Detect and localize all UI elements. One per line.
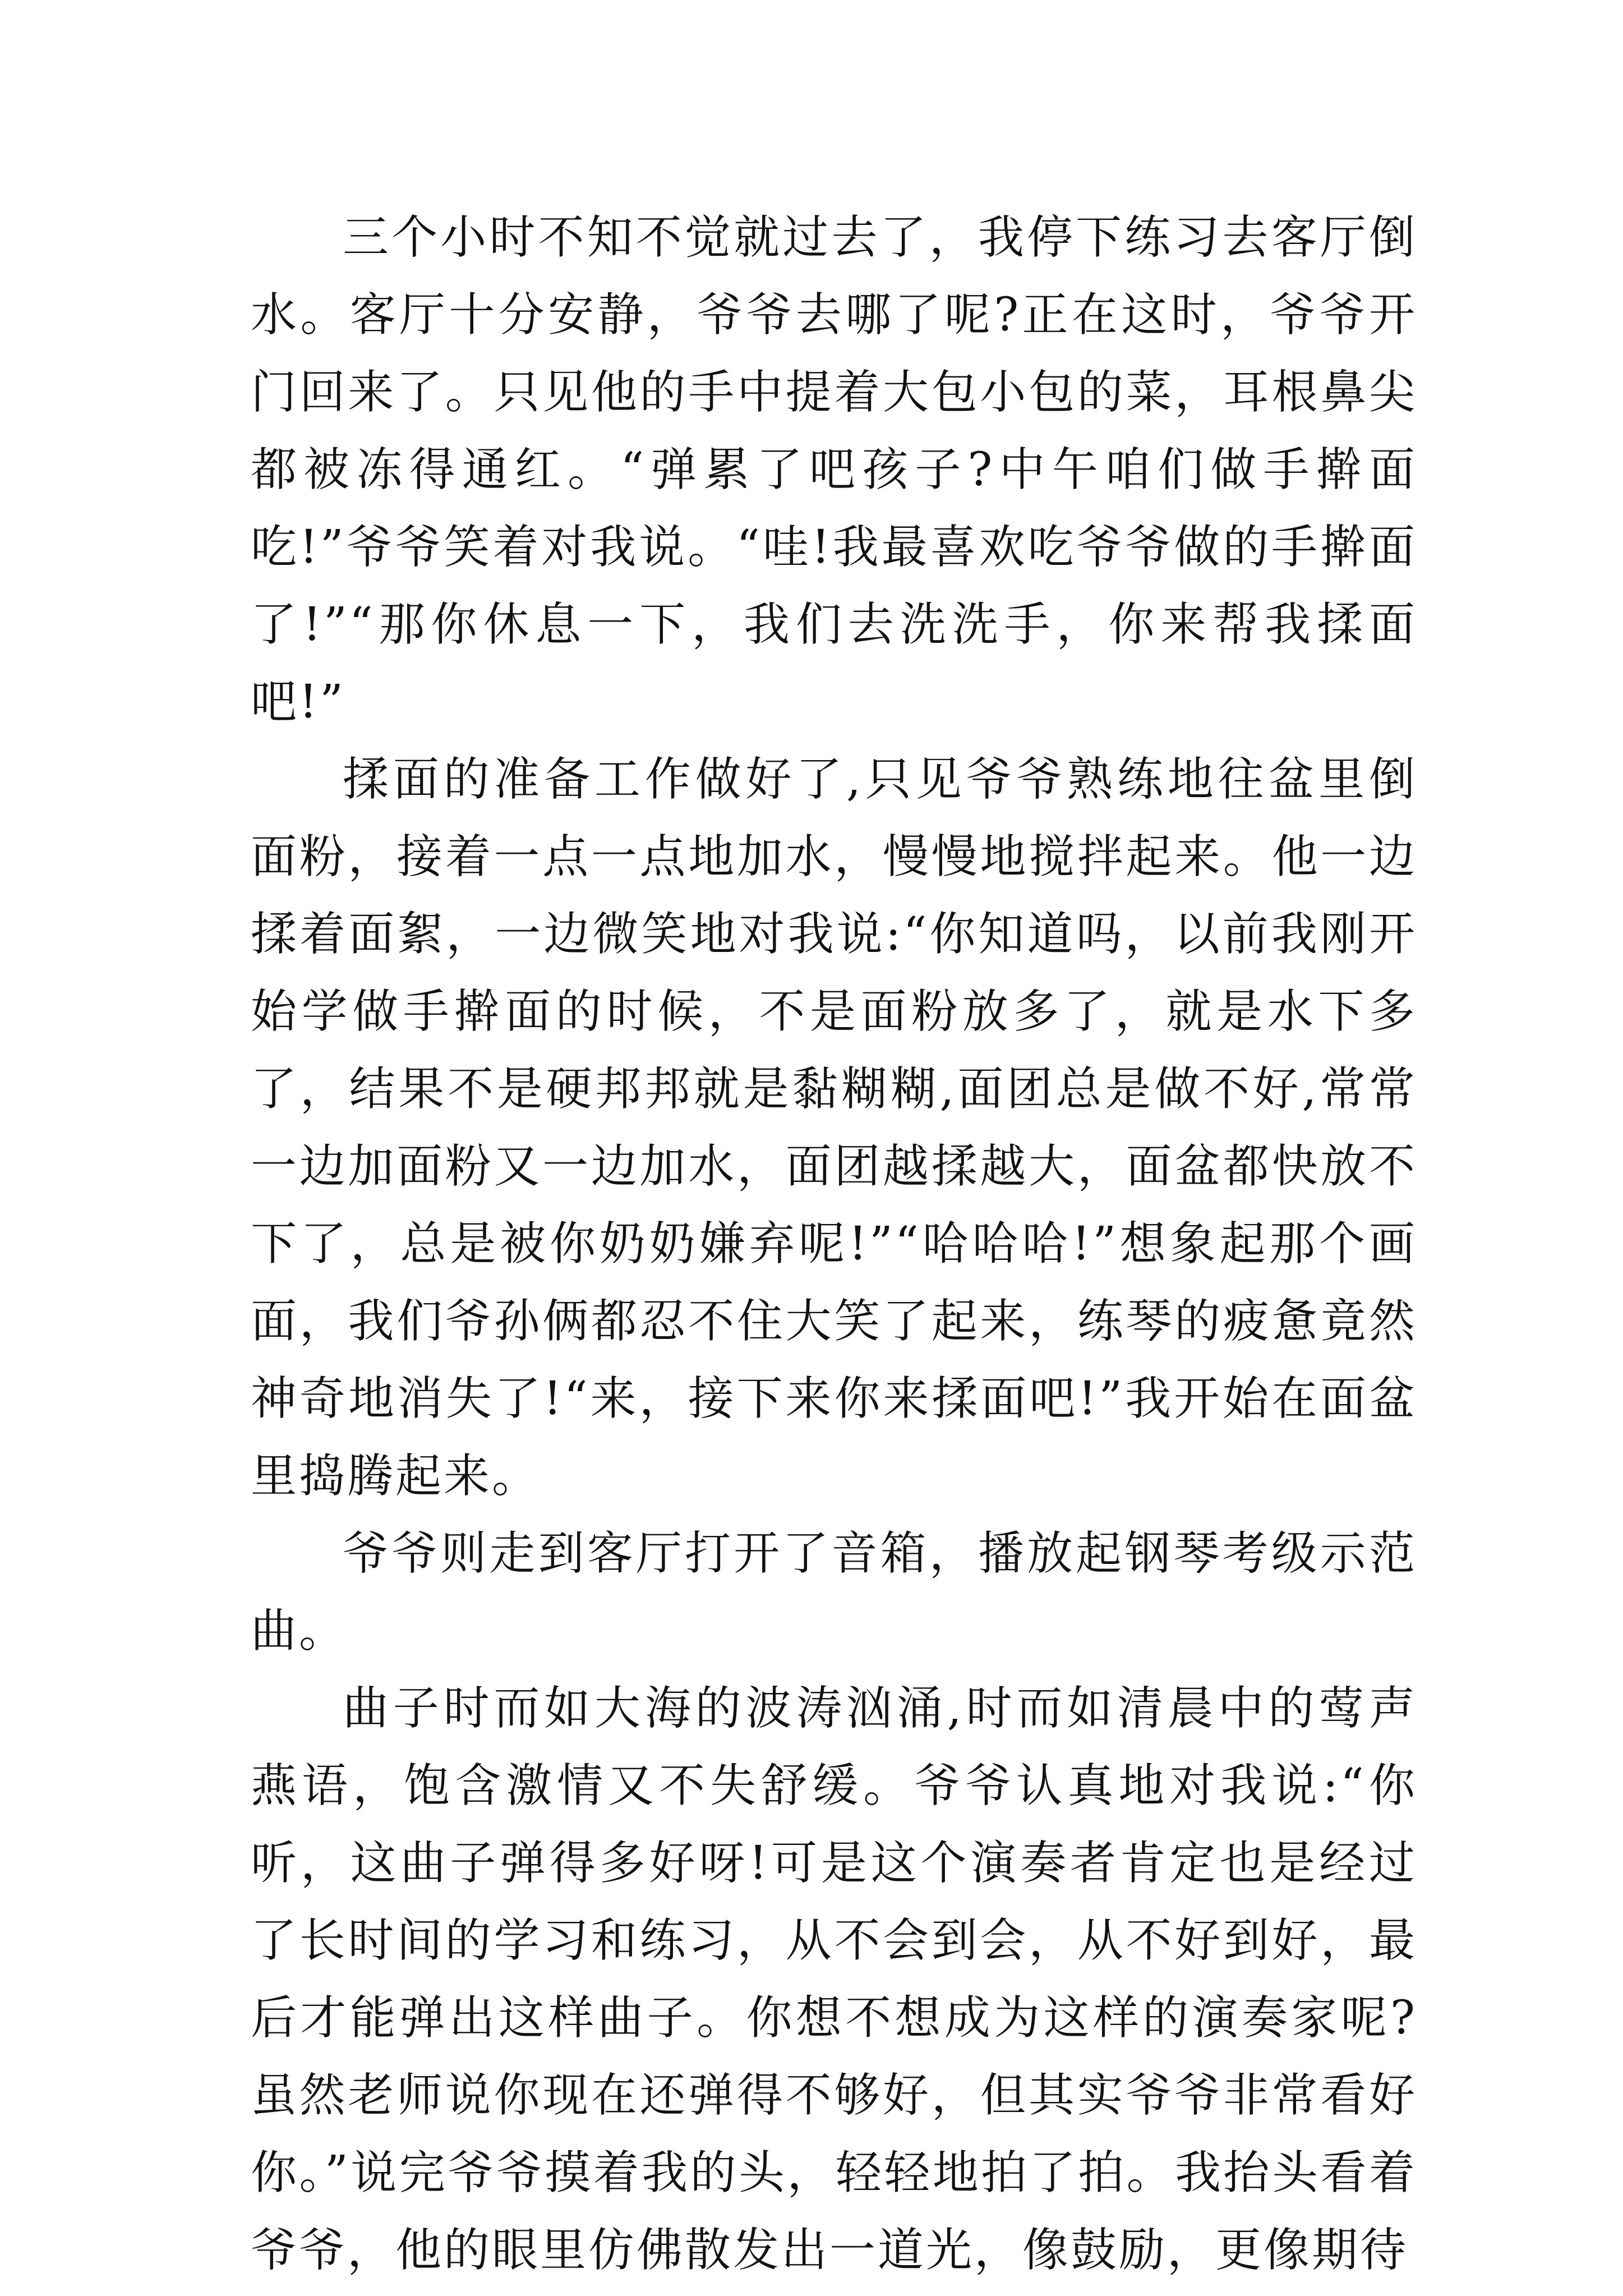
paragraph-3: 爷爷则走到客厅打开了音箱，播放起钢琴考级示范曲。: [251, 1527, 1417, 1658]
paragraph-4: 曲子时而如大海的波涛汹涌,时而如清晨中的莺声燕语，饱含激情又不失舒缓。爷爷认真地对我说:“你听，这曲子弹得多好呀!可是这个演奏者肯定也是经过了长时间的学习和练习，从不会到会，从不好到好，最后才能弹出这样曲子。你想不想成为这样的演奏家呢?虽然老师说你现在还弹得不够好，但其实爷爷非常看好你。”说完爷爷摸着我的头，轻轻地拍了拍。我抬头看着爷爷，他的眼里仿佛散发出一道光，像鼓励，更像期待: [251, 1682, 1417, 2277]
paragraph-1: 三个小时不知不觉就过去了，我停下练习去客厅倒水。客厅十分安静，爷爷去哪了呢?正在这时，爷爷开门回来了。只见他的手中提着大包小包的菜，耳根鼻尖都被冻得通红。“弹累了吧孩子?中午咱们做手擀面吃!”爷爷笑着对我说。“哇!我最喜欢吃爷爷做的手擀面了!”“那你休息一下，我们去洗洗手，你来帮我揉面吧!”: [251, 211, 1417, 729]
document-body: [251, 199, 1417, 2289]
paragraph-2: 揉面的准备工作做好了,只见爷爷熟练地往盆里倒面粉，接着一点一点地加水，慢慢地搅拌起来。他一边揉着面絮，一边微笑地对我说:“你知道吗，以前我刚开始学做手擀面的时候，不是面粉放多了，就是水下多了，结果不是硬邦邦就是黏糊糊,面团总是做不好,常常一边加面粉又一边加水，面团越揉越大，面盆都快放不下了，总是被你奶奶嫌弃呢!”“哈哈哈!”想象起那个画面，我们爷孙俩都忍不住大笑了起来，练琴的疲惫竟然神奇地消失了!“来，接下来你来揉面吧!”我开始在面盆里捣腾起来。: [251, 753, 1417, 1503]
